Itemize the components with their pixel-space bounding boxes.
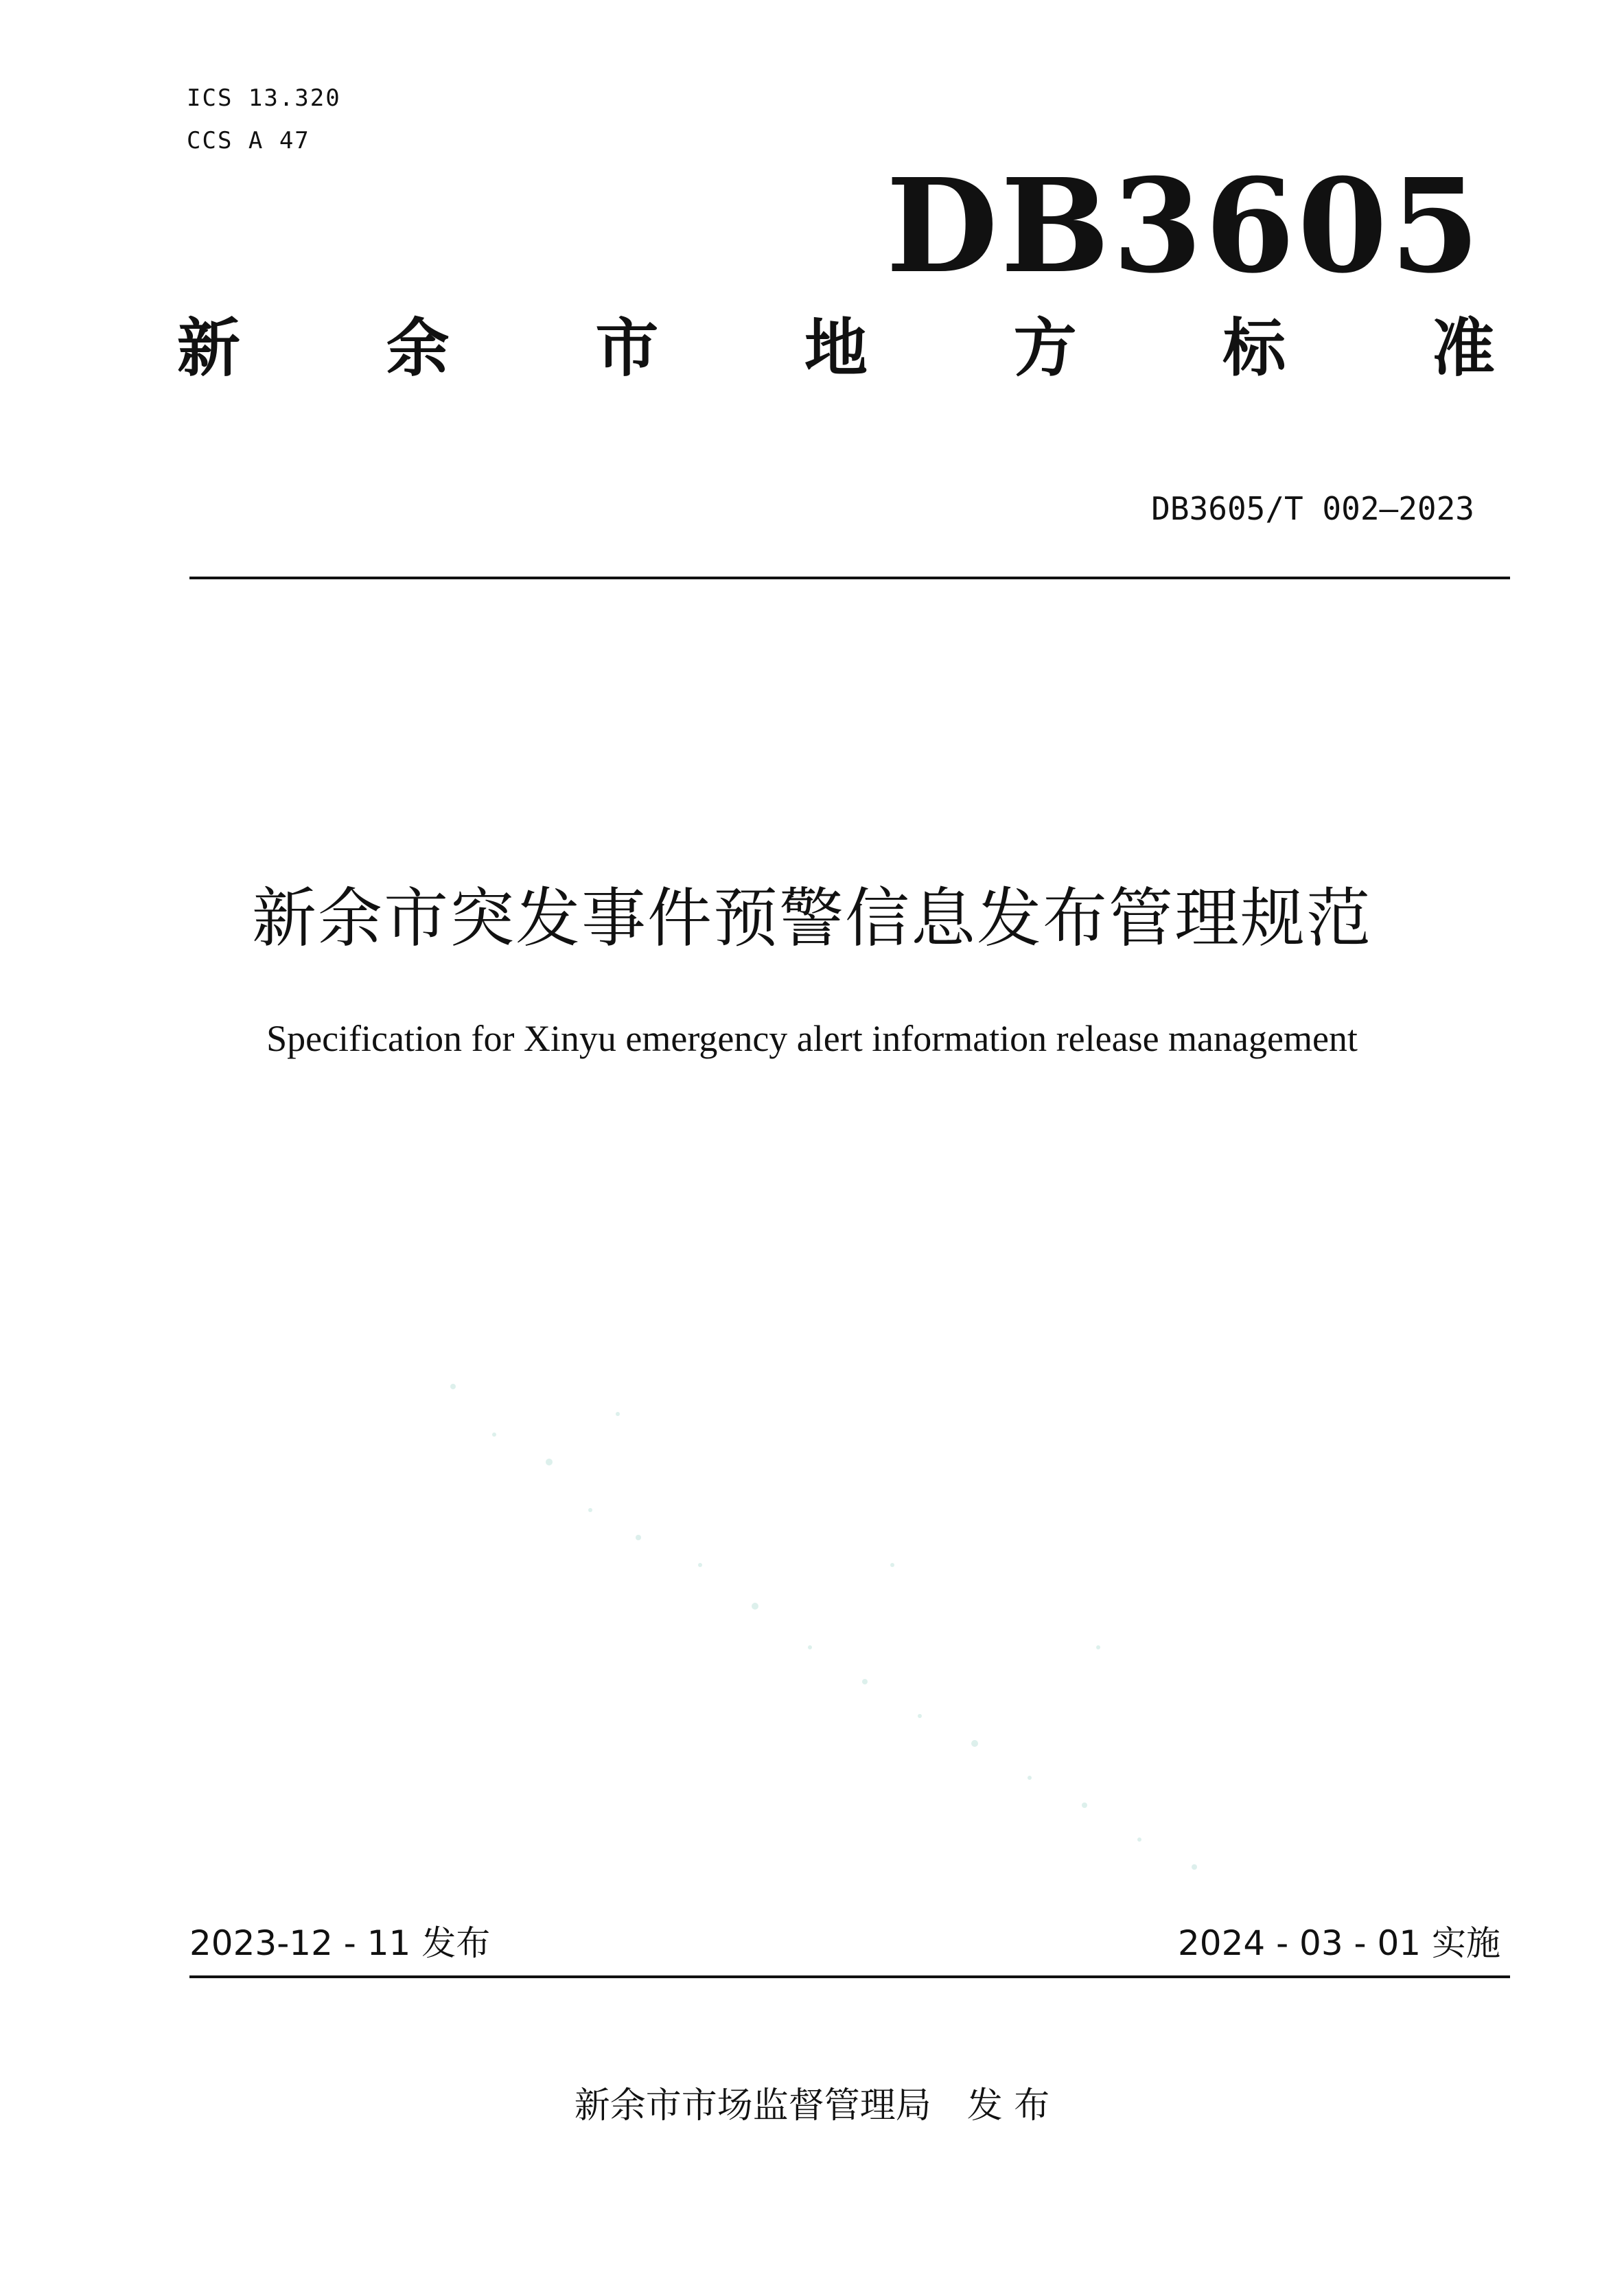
watermark-speckle bbox=[412, 1359, 1304, 1894]
top-divider bbox=[189, 577, 1510, 579]
standard-type-char: 余 bbox=[386, 312, 450, 385]
db-logo: DB3605 bbox=[885, 150, 1483, 302]
standard-number: DB3605/T 002—2023 bbox=[1151, 490, 1474, 527]
standard-type-char: 准 bbox=[1431, 312, 1495, 385]
implementation-date: 2024 - 03 - 01 实施 bbox=[1177, 1923, 1500, 1963]
standard-type-char: 市 bbox=[595, 312, 659, 385]
standard-type-char: 地 bbox=[804, 312, 868, 385]
ccs-code: CCS A 47 bbox=[187, 127, 310, 154]
standard-type-char: 方 bbox=[1013, 312, 1077, 385]
bottom-divider bbox=[189, 1975, 1510, 1978]
issue-date: 2023-12 - 11 发布 bbox=[189, 1923, 491, 1963]
ics-code: ICS 13.320 bbox=[187, 84, 341, 112]
standard-type-heading bbox=[177, 312, 1495, 385]
standard-type-char: 标 bbox=[1222, 312, 1286, 385]
document-title-en: Specification for Xinyu emergency alert information release management bbox=[266, 1018, 1358, 1059]
standard-type-char: 新 bbox=[177, 312, 241, 385]
document-title-zh: 新余市突发事件预警信息发布管理规范 bbox=[251, 881, 1372, 956]
publisher: 新余市市场监督管理局 发 布 bbox=[574, 2085, 1050, 2126]
